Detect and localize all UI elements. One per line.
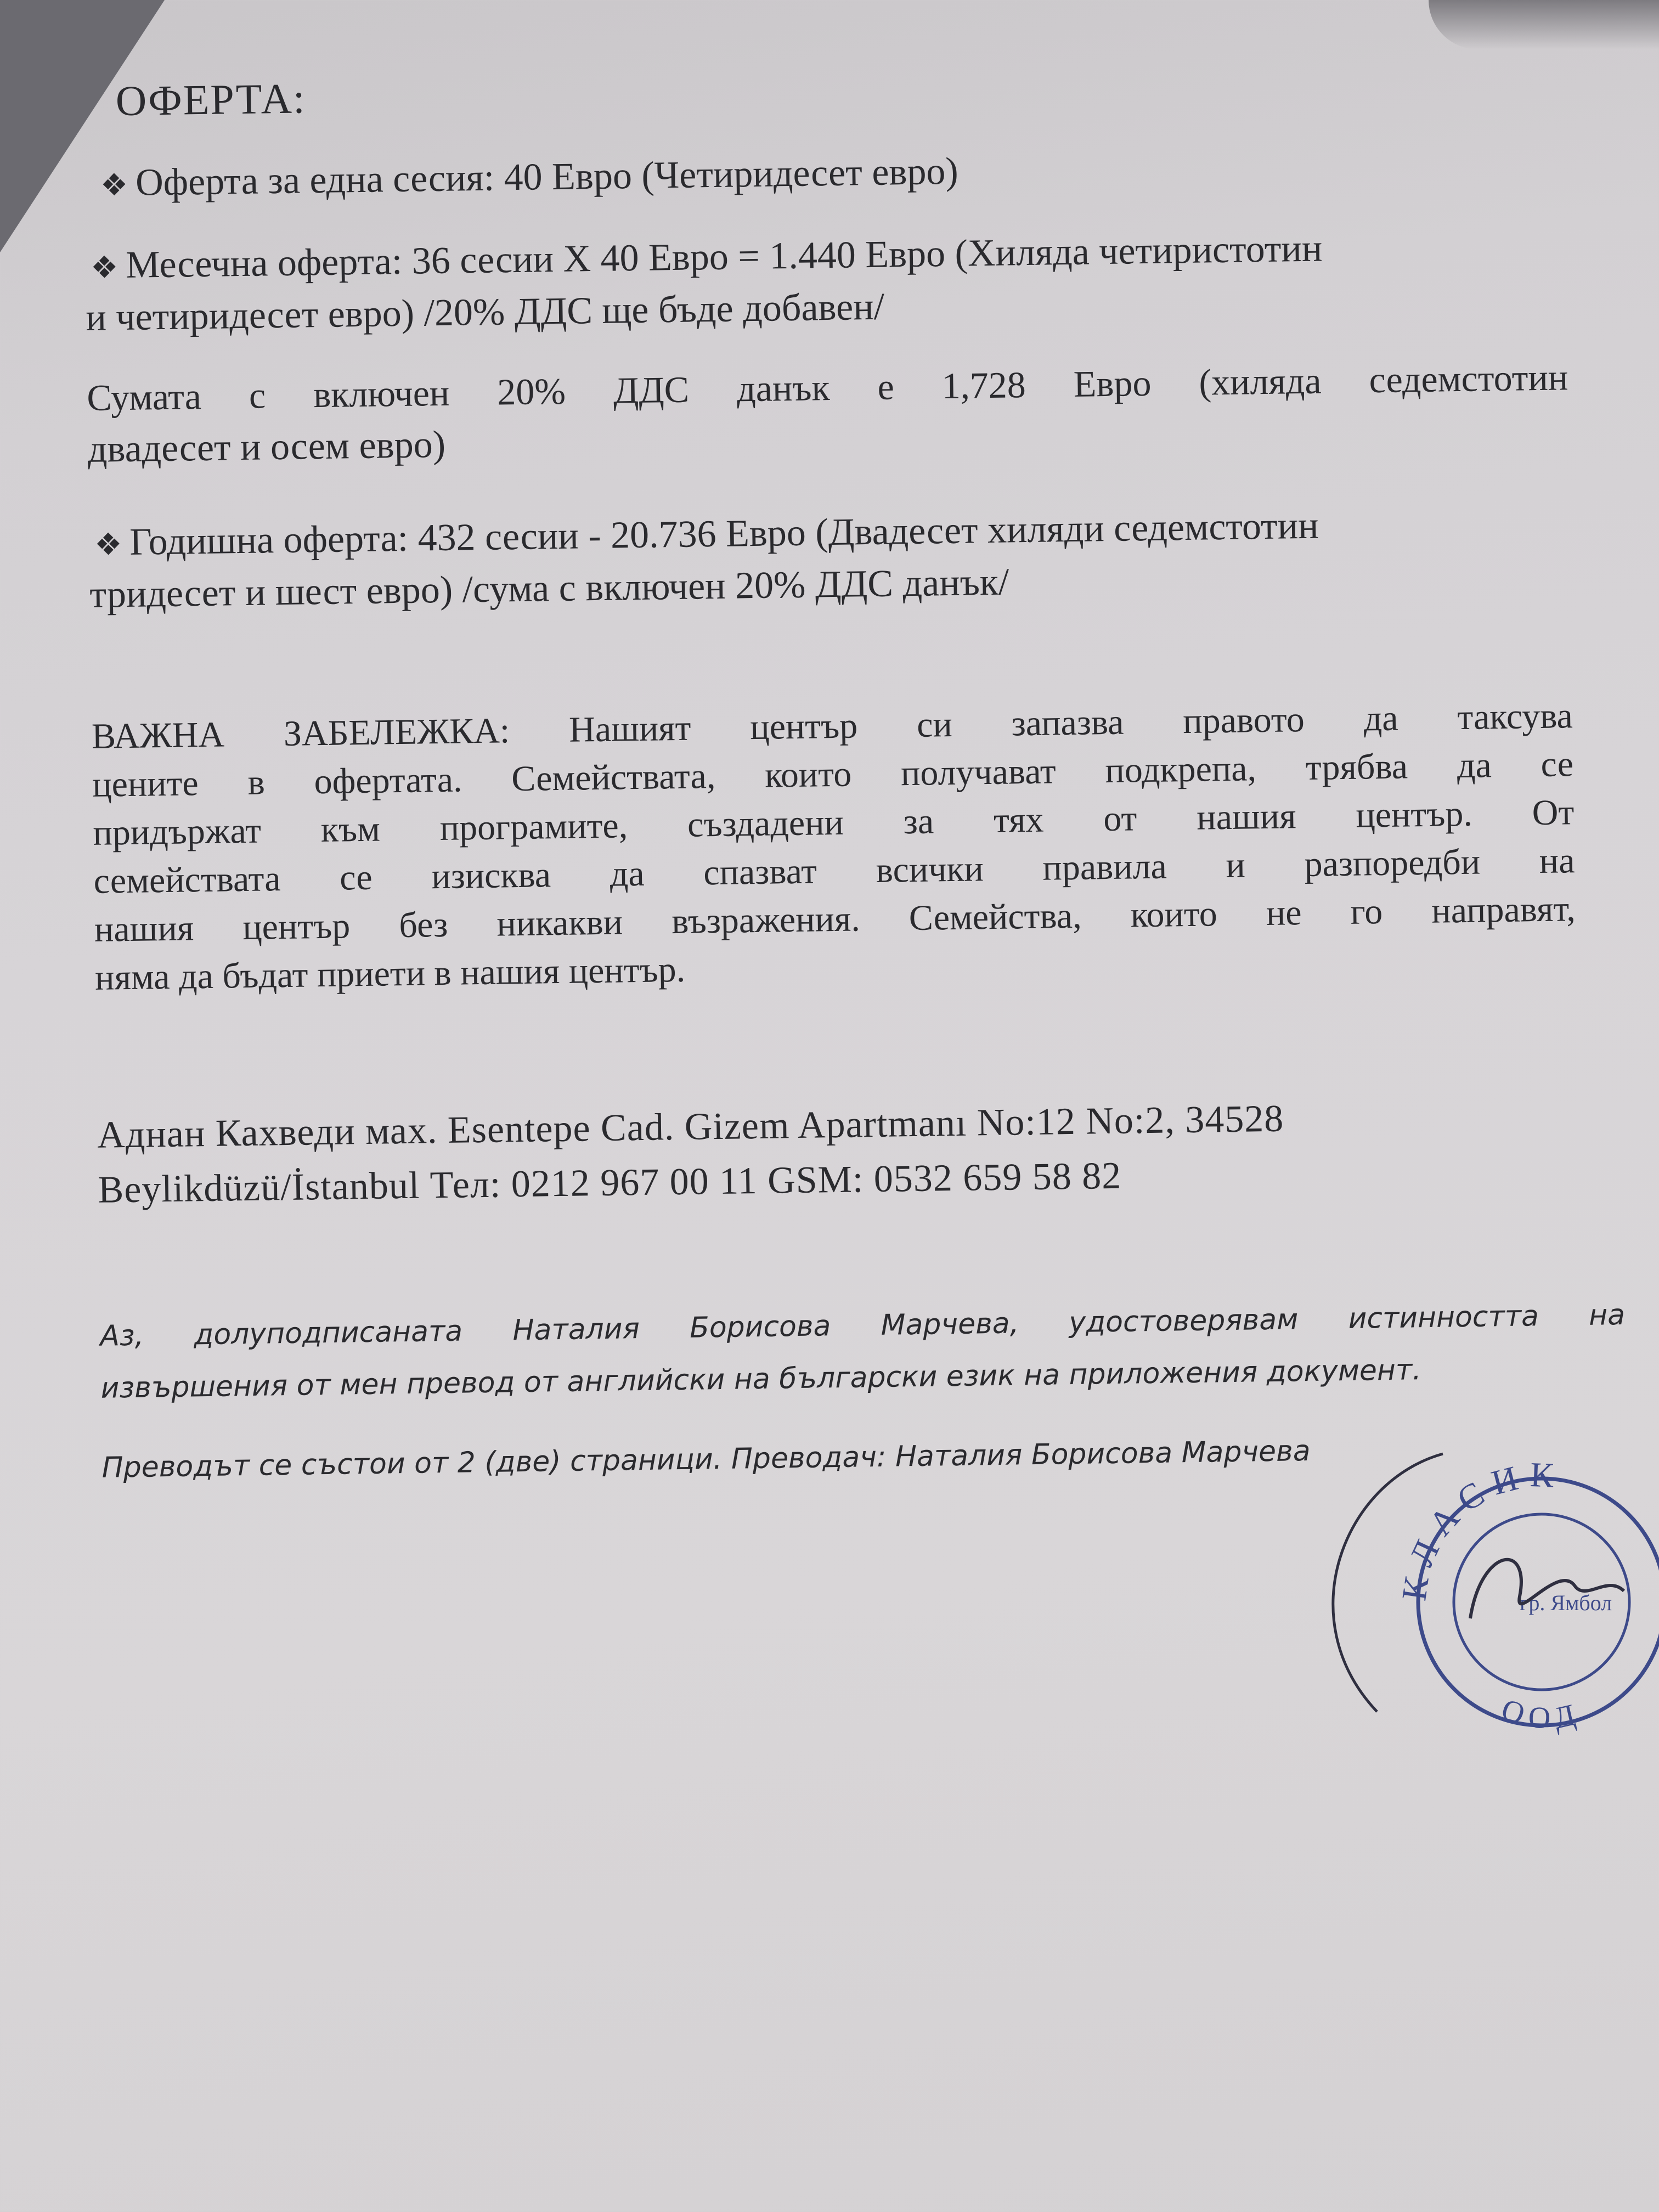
note-line-3: придържат към програмите, създадени за тях от нашия център. От [93,792,1575,853]
offer-yearly-line-2: тридесет и шест евро) /сума с включен 20% ДДС данък/ [89,561,1009,616]
vat-line-2: двадесет и осем евро) [87,423,446,471]
company-stamp-icon [1300,1437,1659,1745]
offer-single-text: Оферта за една сесия: 40 Евро (Четиридесет евро) [135,150,959,204]
note-line-2: цените в офертата. Семействата, които получават подкрепа, трябва да се [92,744,1574,805]
vat-paragraph [87,352,1568,422]
shadow-top-right [1429,0,1659,49]
offer-monthly-line-1 [91,229,1323,285]
address-line-2: Beylikdüzü/İstanbul Тел: 0212 967 00 11 GSM: 0532 659 58 82 [98,1154,1122,1211]
stamp-top-text: КЛАСИК [1394,1454,1565,1603]
note-line-1: ВАЖНА ЗАБЕЛЕЖКА: Нашият център си запазва правото да таксува [91,696,1573,757]
certification-line-3: Преводът се състои от 2 (две) страници. Преводач: Наталия Борисова Марчева [101,1434,1311,1485]
diamond-bullet-icon: ❖ [94,527,122,563]
stamp-bottom-text: ООД [1497,1692,1586,1736]
note-line-5: нашия център без никакви възражения. Семейства, които не го направят, [94,889,1576,950]
stamp-middle-text: гр. Ямбол [1520,1590,1612,1615]
certification-line-1: Аз, долуподписаната Наталия Борисова Марчева, удостоверявам истинността на [99,1298,1626,1353]
offer-yearly-line-1 [94,504,1319,563]
vat-line-1: Сумата с включен 20% ДДС данък е 1,728 Евро (хиляда седемстотин [86,356,1568,419]
offer-single-line [100,150,959,204]
offer-heading: ОФЕРТА: [115,74,307,125]
diamond-bullet-icon: ❖ [90,250,119,286]
offer-monthly-line-2: и четиридесет евро) /20% ДДС ще бъде добавен/ [85,285,885,339]
diamond-bullet-icon: ❖ [100,167,128,204]
note-line-4: семействата се изисква да спазват всички правила и разпоредби на [93,840,1576,901]
certification-line-2: извършения от мен превод от английски на български език на приложения документ. [100,1353,1422,1405]
note-line-6: няма да бъдат приети в нашия център. [94,949,686,998]
paper-fold-corner [0,0,165,252]
offer-monthly-text-1: Месечна оферта: 36 сесии X 40 Евро = 1.440 Евро (Хиляда четиристотин [125,227,1323,286]
offer-yearly-text-1: Годишна оферта: 432 сесии - 20.736 Евро (Двадесет хиляди седемстотин [129,504,1319,563]
document-page [82,44,1626,1485]
address-line-1: Аднан Кахведи мах. Esentepe Cad. Gizem Apartmanı No:12 No:2, 34528 [97,1097,1284,1156]
